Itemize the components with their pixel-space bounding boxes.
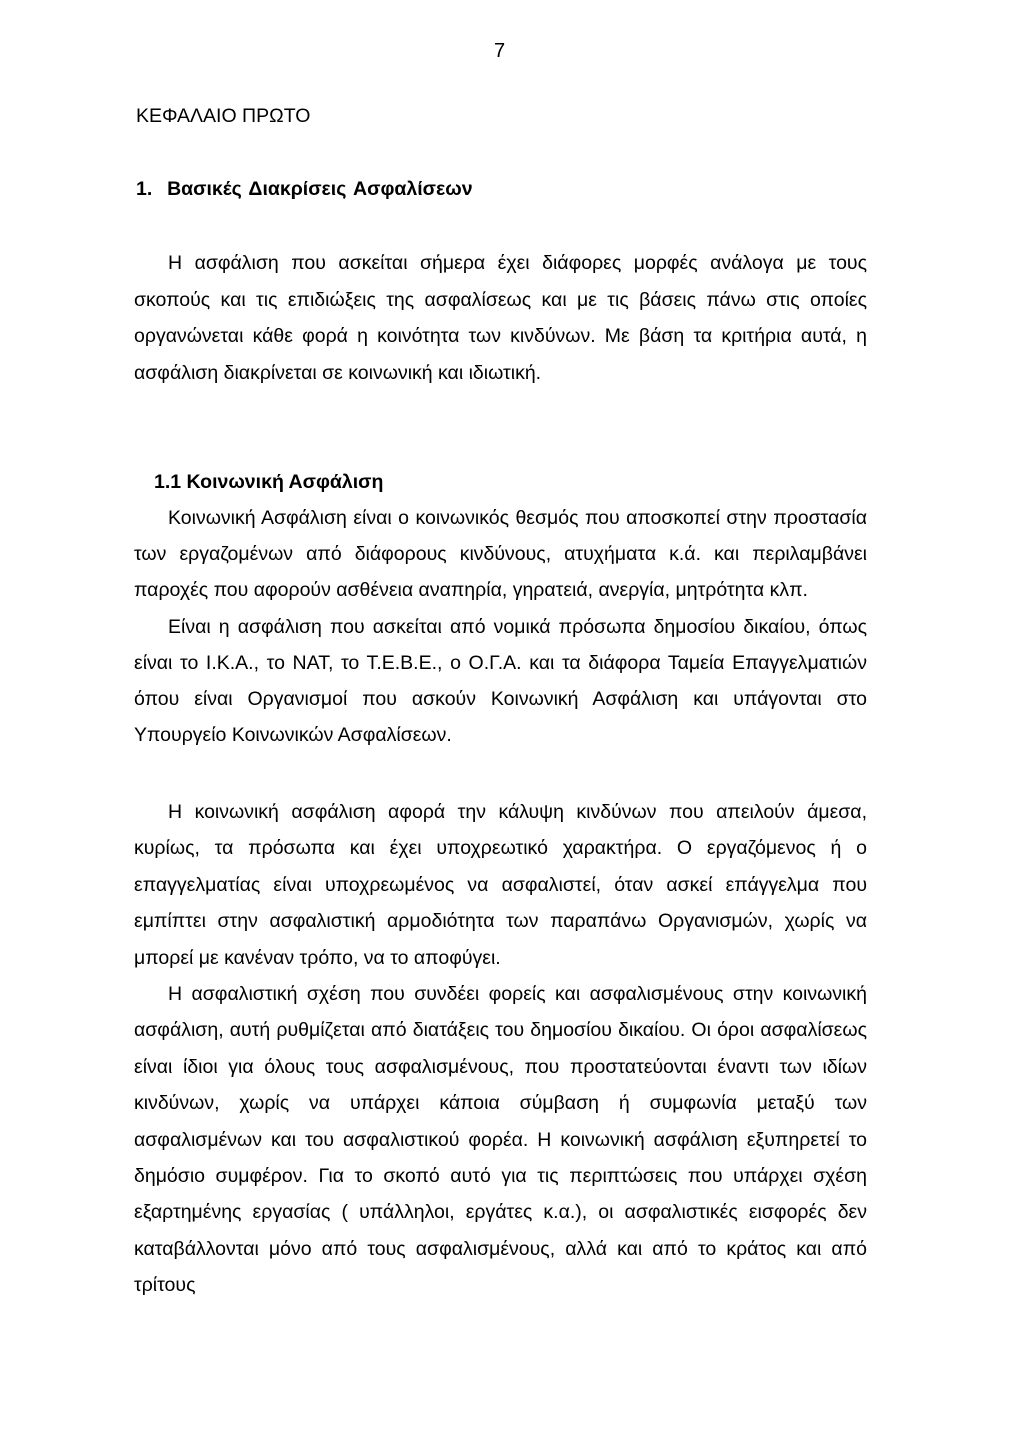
paragraph: Είναι η ασφάλιση που ασκείται από νομικά πρόσωπα δημοσίου δικαίου, όπως είναι το Ι.Κ.Α., το ΝΑΤ, το Τ.Ε.Β.Ε., ο Ο.Γ.Α. και τα διάφορα Ταμεία Επαγγελματιών όπου είναι Οργανισμοί που ασκούν Κοινωνική Ασφάλιση και υπάγονται στο Υπουργείο Κοινωνικών Ασφαλίσεων.: [134, 615, 867, 747]
section-1-1-body-bottom: [134, 794, 867, 1304]
chapter-title: ΚΕΦΑΛΑΙΟ ΠΡΩΤΟ: [136, 105, 311, 127]
page-number: 7: [494, 40, 506, 62]
paragraph: Η ασφάλιση που ασκείται σήμερα έχει διάφορες μορφές ανάλογα με τους σκοπούς και τις επιδιώξεις της ασφαλίσεως και με τις βάσεις πάνω στις οποίες οργανώνεται κάθε φορά η κοινότητα των κινδύνων. Με βάση τα κριτήρια αυτά, η ασφάλιση διακρίνεται σε κοινωνική και ιδιωτική.: [134, 252, 867, 384]
section-1-body: [134, 245, 867, 391]
section-1-1-body-top: [134, 500, 867, 753]
section-heading-social-insurance: 1.1 Κοινωνική Ασφάλιση: [154, 471, 384, 493]
paragraph: Η κοινωνική ασφάλιση αφορά την κάλυψη κινδύνων που απειλούν άμεσα, κυρίως, τα πρόσωπα και έχει υποχρεωτικό χαρακτήρα. Ο εργαζόμενος ή ο επαγγελματίας είναι υποχρεωμένος να ασφαλιστεί, όταν ασκεί επάγγελμα που εμπίπτει στην ασφαλιστική αρμοδιότητα των παραπάνω Οργανισμών, χωρίς να μπορεί με κανέναν τρόπο, να το αποφύγει.: [134, 801, 867, 969]
section-heading-basic-distinctions: 1. Βασικές Διακρίσεις Ασφαλίσεων: [136, 178, 473, 200]
paragraph: Η ασφαλιστική σχέση που συνδέει φορείς και ασφαλισμένους στην κοινωνική ασφάλιση, αυτή ρυθμίζεται από διατάξεις του δημοσίου δικαίου. Οι όροι ασφαλίσεως είναι ίδιοι για όλους τους ασφαλισμένους, που προστατεύονται έναντι των ιδίων κινδύνων, χωρίς να υπάρχει κάποια σύμβαση ή συμφωνία μεταξύ των ασφαλισμένων και του ασφαλιστικού φορέα. Η κοινωνική ασφάλιση εξυπηρετεί το δημόσιο συμφέρον. Για το σκοπό αυτό για τις περιπτώσεις που υπάρχει σχέση εξαρτημένης εργασίας ( υπάλληλοι, εργάτες κ.α.), οι ασφαλιστικές εισφορές δεν καταβάλλονται μόνο από τους ασφαλισμένους, αλλά και από το κράτος και από τρίτους: [134, 983, 867, 1297]
paragraph: Κοινωνική Ασφάλιση είναι ο κοινωνικός θεσμός που αποσκοπεί στην προστασία των εργαζομένων από διάφορους κινδύνους, ατυχήματα κ.ά. και περιλαμβάνει παροχές που αφορούν ασθένεια αναπηρία, γηρατειά, ανεργία, μητρότητα κλπ.: [134, 507, 867, 602]
